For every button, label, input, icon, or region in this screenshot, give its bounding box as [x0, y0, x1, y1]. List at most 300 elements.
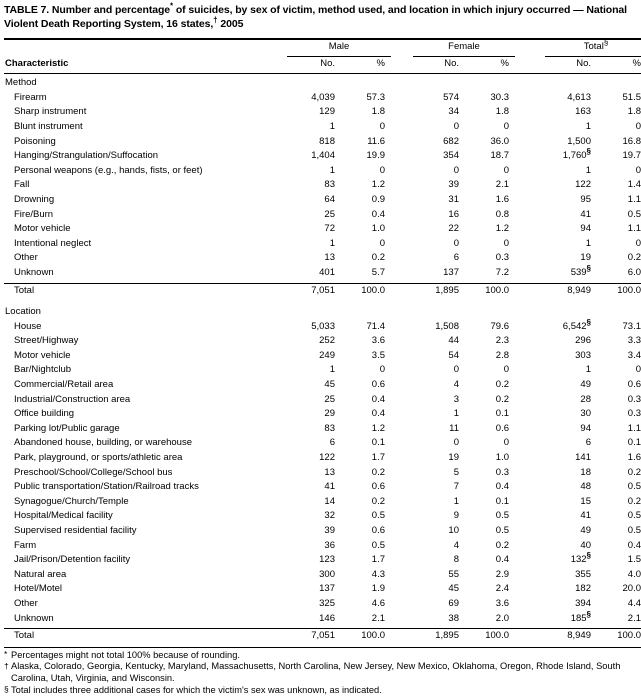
table-row	[4, 363, 641, 378]
cell-male-pct: 11.6	[367, 135, 385, 147]
group-gap-2	[515, 39, 545, 56]
cell-gap-2	[515, 407, 545, 422]
table-row	[4, 193, 641, 208]
cell-gap-1	[391, 436, 413, 451]
table-row	[4, 422, 641, 437]
cell-total-no: 41	[580, 510, 591, 522]
cell-gap-1	[391, 451, 413, 466]
cell-female-pct: 18.7	[490, 150, 509, 162]
cell-female-pct: 2.9	[495, 568, 509, 580]
cell-gap-2	[515, 612, 545, 627]
row-label: Motor vehicle	[14, 223, 71, 235]
cell-total-no: 18	[580, 466, 591, 478]
cell-total-no: 1	[585, 364, 591, 376]
cell-gap-2	[515, 582, 545, 597]
cell-female-pct: 0.5	[495, 525, 509, 536]
cell-male-pct: 0.2	[371, 252, 385, 264]
cell-total-no	[545, 609, 597, 627]
cell-total-pct: 51.5	[622, 91, 641, 103]
cell-gap-1	[391, 393, 413, 408]
cell-female-pct: 3.6	[495, 597, 509, 609]
cell-gap-1	[391, 266, 413, 281]
cell-male-pct: 57.3	[366, 91, 385, 103]
title-line1-part-a: TABLE 7. Number and percentage	[4, 4, 171, 16]
cell-female-pct: 1.2	[495, 223, 509, 235]
table-row	[4, 436, 641, 451]
cell-female-no: 45	[448, 583, 459, 595]
cell-gap-1	[391, 135, 413, 150]
row-label: Other	[14, 252, 38, 264]
row-label: House	[14, 320, 42, 332]
cell-total-pct: 0.5	[627, 481, 641, 493]
cell-total-pct: 0	[635, 364, 641, 376]
cell-male-no: 122	[319, 452, 335, 464]
cell-total-no: 122	[575, 179, 591, 191]
table-row	[4, 91, 641, 106]
cell-male-no: 64	[324, 193, 335, 205]
cell-female-no: 0	[453, 364, 459, 376]
cell-total-no	[545, 317, 597, 335]
table-row	[4, 135, 641, 150]
cell-gap-2	[515, 480, 545, 495]
table-row	[4, 149, 641, 164]
cell-total-pct: 0.3	[627, 393, 641, 405]
cell-gap-1	[391, 349, 413, 364]
row-label: Hospital/Medical facility	[14, 510, 113, 522]
section-header-location: Location	[5, 306, 41, 318]
row-label: Blunt instrument	[14, 120, 83, 132]
cell-female-no: 682	[443, 135, 459, 147]
table-body	[4, 35, 641, 647]
cell-male-no: 13	[324, 252, 335, 264]
cell-female-pct: 0.1	[495, 495, 509, 507]
cell-male-no: 83	[324, 179, 335, 191]
table-row	[4, 451, 641, 466]
cell-female-no: 55	[448, 568, 459, 580]
cell-gap-1	[391, 407, 413, 422]
cell-gap-2	[515, 495, 545, 510]
cell-male-pct: 3.6	[371, 335, 385, 347]
cell-total-no-footnote-marker: §	[586, 263, 591, 273]
cell-male-pct: 0.6	[371, 379, 385, 391]
cell-gap-2	[515, 422, 545, 437]
cell-gap-2	[515, 553, 545, 568]
cell-female-pct: 0.2	[495, 379, 509, 391]
cell-gap-2	[515, 91, 545, 106]
cell-male-pct: 0	[379, 120, 385, 132]
cell-male-no: 249	[319, 349, 335, 361]
row-label: Hanging/Strangulation/Suffocation	[14, 150, 159, 162]
row-label: Commercial/Retail area	[14, 379, 114, 391]
cell-gap-2	[515, 334, 545, 349]
cell-male-pct: 19.9	[366, 150, 385, 162]
cell-female-no: 0	[453, 437, 459, 449]
cell-gap-1	[391, 378, 413, 393]
column-header-gap-2	[515, 56, 545, 71]
cell-gap-1	[391, 91, 413, 106]
cell-male-pct: 1.7	[371, 554, 385, 566]
cell-female-pct: 0.2	[495, 393, 509, 405]
cell-male-no: 818	[319, 135, 335, 147]
cell-male-pct: 100.0	[361, 630, 385, 642]
cell-male-no: 1	[329, 120, 335, 132]
cell-total-no: 95	[580, 193, 591, 205]
column-header-total-no: No.	[576, 57, 591, 69]
cell-gap-1	[391, 422, 413, 437]
cell-female-no: 6	[453, 252, 459, 264]
row-label: Farm	[14, 539, 37, 551]
cell-male-pct: 1.2	[371, 422, 385, 434]
cell-female-no: 31	[448, 193, 459, 205]
cell-gap-2	[515, 208, 545, 223]
footnote-section	[4, 685, 637, 696]
cell-total-pct: 0	[635, 164, 641, 176]
footnote-text-dagger: Alaska, Colorado, Georgia, Kentucky, Maryland, Massachusetts, North Carolina, New Jersey, New Mexico, Oklahoma, Oregon, Rhode Island, South Carolina, Utah, Virginia, and Wisconsin.	[11, 661, 621, 683]
footnote-dagger	[4, 661, 637, 684]
row-label: Fire/Burn	[14, 208, 54, 220]
cell-total-pct: 4.0	[627, 568, 641, 580]
cell-gap-2	[515, 320, 545, 335]
cell-total-no: 94	[580, 223, 591, 235]
cell-female-pct: 79.6	[490, 320, 509, 332]
table-row	[4, 582, 641, 597]
cell-male-pct: 0.9	[371, 193, 385, 205]
cell-male-pct: 71.4	[366, 320, 385, 332]
cell-female-pct: 1.8	[495, 106, 509, 118]
cell-gap-1	[391, 320, 413, 335]
cell-gap-1	[391, 612, 413, 627]
cell-total-no: 394	[575, 597, 591, 609]
footnote-marker-section: §	[4, 683, 9, 694]
cell-total-no: 163	[575, 106, 591, 118]
cell-female-no: 9	[453, 510, 459, 522]
cell-female-no: 4	[453, 539, 459, 551]
cell-gap-2	[515, 393, 545, 408]
cell-male-pct: 0.4	[371, 393, 385, 405]
cell-male-pct: 100.0	[361, 284, 385, 296]
cell-total-no-footnote-marker: §	[586, 317, 591, 327]
row-label: Parking lot/Public garage	[14, 422, 120, 434]
cell-total-no: 1	[585, 120, 591, 132]
cell-gap-2	[515, 164, 545, 179]
cell-gap-2	[515, 378, 545, 393]
cell-gap-1	[391, 582, 413, 597]
cell-total-pct: 0	[635, 120, 641, 132]
cell-male-no: 129	[319, 106, 335, 118]
row-label: Unknown	[14, 266, 54, 278]
cell-female-pct: 0.4	[495, 481, 509, 493]
table-row	[4, 539, 641, 554]
cell-total-pct: 0.5	[627, 510, 641, 522]
cell-female-pct: 2.0	[495, 612, 509, 624]
cell-total-no: 1,500	[567, 135, 591, 147]
column-header-female-pct: %	[500, 57, 509, 69]
cell-male-pct: 1.8	[371, 106, 385, 118]
cell-total-no-footnote-marker: §	[586, 147, 591, 156]
cell-total-pct: 0.2	[627, 495, 641, 507]
cell-male-pct: 1.2	[371, 179, 385, 191]
cell-male-no: 5,033	[311, 320, 335, 332]
cell-gap-1	[391, 334, 413, 349]
cell-male-pct: 1.7	[371, 452, 385, 464]
column-header-characteristic: Characteristic	[5, 57, 69, 69]
cell-female-no: 1	[453, 495, 459, 507]
cell-female-no: 22	[448, 223, 459, 235]
cell-total-pct: 1.5	[627, 554, 641, 566]
cell-gap-2	[515, 266, 545, 281]
table-row	[4, 509, 641, 524]
cell-female-no: 1,508	[435, 320, 459, 332]
cell-gap-1	[391, 193, 413, 208]
cell-male-no: 32	[324, 510, 335, 522]
cell-gap-1	[391, 480, 413, 495]
table-row	[4, 407, 641, 422]
cell-female-no: 11	[449, 422, 459, 434]
table-row	[4, 266, 641, 281]
cell-female-no: 1,895	[435, 284, 459, 296]
cell-total-no: 15	[580, 495, 591, 507]
table-row	[4, 105, 641, 120]
cell-total-pct: 1.1	[627, 422, 641, 434]
cell-female-no: 574	[443, 91, 459, 103]
table-row	[4, 178, 641, 193]
cell-total-no: 94	[580, 422, 591, 434]
cell-gap-2	[515, 237, 545, 252]
cell-female-pct: 0.5	[495, 510, 509, 522]
row-label: Park, playground, or sports/athletic area	[14, 452, 183, 464]
cell-female-no: 354	[443, 150, 459, 162]
cell-total-pct: 100.0	[617, 630, 641, 642]
cell-total-no: 355	[575, 568, 591, 580]
cell-male-pct: 4.6	[371, 597, 385, 609]
cell-gap-1	[391, 495, 413, 510]
cell-female-no: 54	[448, 349, 459, 361]
footnote-text-asterisk: Percentages might not total 100% because of rounding.	[11, 649, 240, 660]
title-footnote-marker-asterisk: *	[170, 1, 174, 11]
cell-female-pct: 0	[503, 237, 509, 249]
cell-female-no: 16	[448, 208, 459, 220]
footnote-marker-asterisk: *	[4, 648, 8, 659]
cell-gap-1	[391, 509, 413, 524]
group-header-female: Female	[413, 39, 515, 56]
cell-male-no: 29	[324, 408, 335, 420]
table-total-row	[4, 629, 641, 644]
cell-gap-1	[391, 237, 413, 252]
footnote-marker-dagger: †	[4, 661, 9, 672]
cell-total-no: 6	[585, 437, 591, 449]
cell-gap-1	[391, 553, 413, 568]
cell-total-pct: 1.6	[627, 452, 641, 464]
table-row	[4, 334, 641, 349]
cell-total-pct: 1.1	[627, 193, 641, 205]
cell-male-pct: 4.3	[371, 568, 385, 580]
cell-female-pct: 2.1	[495, 179, 509, 191]
column-header-total-pct: %	[632, 57, 641, 69]
cell-male-no: 13	[324, 466, 335, 478]
cell-gap-2	[515, 222, 545, 237]
row-label: Unknown	[14, 612, 54, 624]
column-header-row	[4, 56, 641, 71]
cell-female-no: 39	[448, 179, 459, 191]
cell-gap-1	[391, 251, 413, 266]
cell-female-no: 1	[453, 408, 459, 420]
cell-male-no: 7,051	[311, 630, 335, 642]
cell-total-pct: 1.8	[627, 106, 641, 118]
cell-male-pct: 0.2	[371, 466, 385, 478]
table-row	[4, 524, 641, 539]
cell-total-no	[545, 263, 597, 281]
section-header-row	[4, 303, 641, 320]
row-label: Supervised residential facility	[14, 525, 137, 536]
cell-total-no	[545, 553, 597, 568]
cell-total-pct: 73.1	[622, 320, 641, 332]
group-header-row	[4, 39, 641, 56]
cell-gap-2	[515, 597, 545, 612]
cell-gap-1	[391, 597, 413, 612]
cell-total-no-value: 1,760	[562, 150, 587, 162]
group-header-male: Male	[287, 39, 391, 56]
cell-total-pct: 1.4	[627, 179, 641, 191]
cell-male-pct: 0.6	[371, 525, 385, 536]
cell-gap-2	[515, 283, 545, 298]
cell-total-no: 8,949	[567, 284, 591, 296]
cell-total-pct: 100.0	[617, 284, 641, 296]
cell-total-no-value: 132	[570, 554, 587, 566]
cell-gap-2	[515, 149, 545, 164]
cell-total-no-value: 185	[570, 612, 587, 624]
cell-male-no: 1	[329, 364, 335, 376]
suicide-statistics-table	[4, 35, 641, 648]
group-header-spacer	[4, 39, 287, 56]
cell-gap-1	[391, 208, 413, 223]
cell-total-pct: 2.1	[627, 612, 641, 624]
cell-total-no: 296	[575, 335, 591, 347]
cell-female-pct: 0.3	[495, 466, 509, 478]
cell-male-pct: 0.5	[371, 539, 385, 551]
row-label: Fall	[14, 179, 30, 191]
row-label: Industrial/Construction area	[14, 393, 131, 405]
section-header-method: Method	[5, 77, 37, 89]
cell-gap-2	[515, 466, 545, 481]
cell-female-no: 69	[448, 597, 459, 609]
cell-male-pct: 0.4	[371, 408, 385, 420]
cell-female-pct: 0.6	[495, 422, 509, 434]
cell-female-pct: 0	[503, 120, 509, 132]
cell-total-pct: 0.5	[627, 208, 641, 220]
cell-total-no: 19	[580, 252, 591, 264]
group-header-total-footnote-marker: §	[603, 37, 609, 47]
title-footnote-marker-dagger: †	[213, 15, 218, 24]
total-row-label: Total	[14, 284, 35, 296]
cell-female-no: 1,895	[435, 630, 459, 642]
cell-total-no-footnote-marker: §	[586, 551, 591, 561]
cell-total-no: 141	[575, 452, 591, 464]
table-row	[4, 349, 641, 364]
row-label: Other	[14, 597, 38, 609]
row-label: Firearm	[14, 91, 47, 103]
cell-gap-1	[391, 149, 413, 164]
table-row	[4, 597, 641, 612]
cell-male-no: 401	[319, 266, 335, 278]
table-row	[4, 612, 641, 627]
cell-male-no: 41	[324, 481, 335, 493]
table-row	[4, 251, 641, 266]
cell-gap-2	[515, 349, 545, 364]
table-row	[4, 466, 641, 481]
cell-male-pct: 0	[379, 364, 385, 376]
cell-gap-1	[391, 178, 413, 193]
cell-total-no-footnote-marker: §	[586, 609, 591, 619]
column-header-male-no: No.	[320, 57, 335, 69]
group-header-total	[545, 39, 641, 56]
cell-male-no: 146	[319, 612, 335, 624]
row-label: Motor vehicle	[14, 349, 71, 361]
cell-female-no: 38	[448, 612, 459, 624]
cell-female-pct: 2.4	[495, 583, 509, 595]
cell-total-no: 40	[580, 539, 591, 551]
cell-total-no: 28	[580, 393, 591, 405]
cell-female-pct: 0.2	[495, 539, 509, 551]
cell-female-no: 4	[453, 379, 459, 391]
cell-male-pct: 3.5	[371, 349, 385, 361]
row-label: Sharp instrument	[14, 106, 87, 118]
row-label: Jail/Prison/Detention facility	[14, 554, 131, 566]
table-row	[4, 393, 641, 408]
table-row	[4, 553, 641, 568]
cell-male-no: 137	[319, 583, 335, 595]
cell-female-no: 0	[453, 237, 459, 249]
rule-table-bottom	[4, 644, 641, 648]
cell-male-no: 83	[324, 422, 335, 434]
row-label: Preschool/School/College/School bus	[14, 466, 173, 478]
cell-female-no: 7	[453, 481, 459, 493]
table-total-row	[4, 283, 641, 298]
group-header-total-label: Total	[583, 41, 604, 52]
cell-total-no: 1	[585, 237, 591, 249]
cell-gap-1	[391, 120, 413, 135]
cell-total-pct: 0.5	[627, 525, 641, 536]
cell-total-pct: 0.1	[627, 437, 641, 449]
cell-male-pct: 0	[379, 164, 385, 176]
cell-total-pct: 0.4	[627, 539, 641, 551]
cell-total-pct: 0.2	[627, 466, 641, 478]
cell-total-no: 4,613	[567, 91, 591, 103]
cell-male-no: 1	[329, 237, 335, 249]
cell-female-pct: 0.4	[495, 554, 509, 566]
row-label: Public transportation/Station/Railroad tracks	[14, 481, 199, 493]
cell-gap-2	[515, 120, 545, 135]
cell-total-pct: 19.7	[622, 150, 641, 162]
row-label: Natural area	[14, 568, 67, 580]
table-row	[4, 495, 641, 510]
table-row	[4, 222, 641, 237]
cell-total-no: 41	[580, 208, 591, 220]
cell-total-pct: 16.8	[622, 135, 641, 147]
row-label: Abandoned house, building, or warehouse	[14, 437, 192, 449]
cell-total-pct: 3.3	[627, 335, 641, 347]
cell-gap-1	[391, 164, 413, 179]
cell-gap-2	[515, 524, 545, 539]
cell-female-no: 0	[453, 164, 459, 176]
cell-gap-1	[391, 283, 413, 298]
cell-male-no: 4,039	[311, 91, 335, 103]
cell-male-pct: 5.7	[371, 266, 385, 278]
cell-total-pct: 6.0	[627, 266, 641, 278]
row-label: Personal weapons (e.g., hands, fists, or feet)	[14, 164, 203, 176]
cell-total-pct: 4.4	[627, 597, 641, 609]
cell-male-pct: 0.6	[371, 481, 385, 493]
cell-male-no: 14	[324, 495, 335, 507]
